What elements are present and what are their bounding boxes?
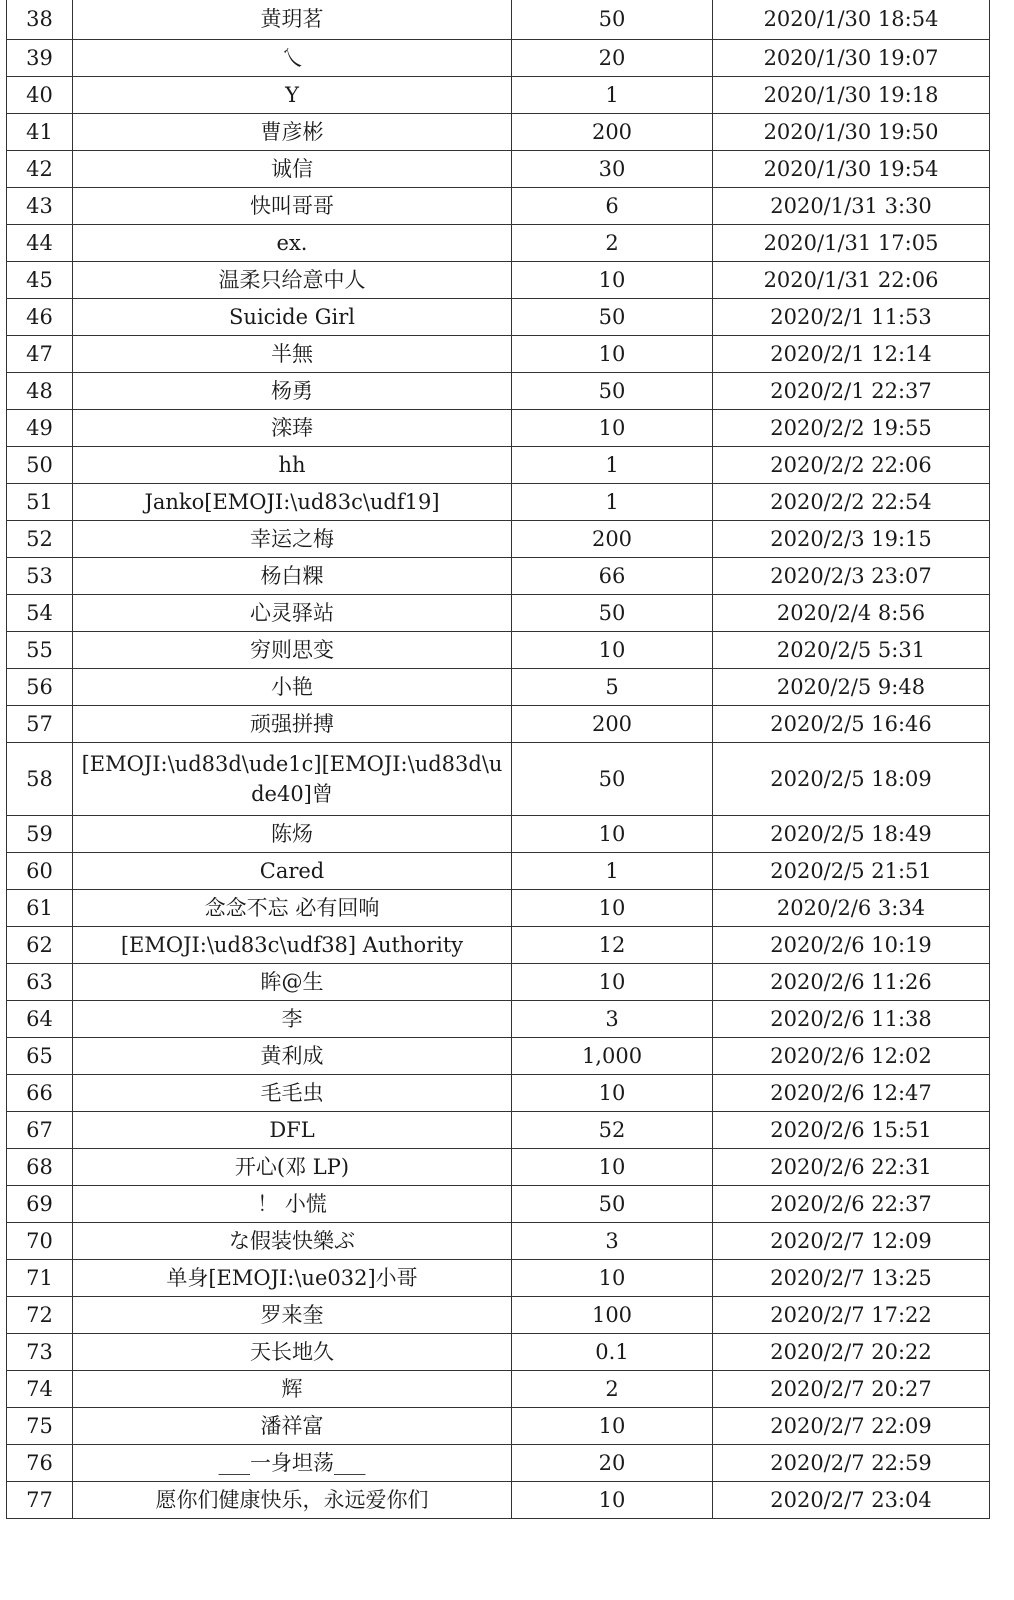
time-cell: 2020/2/7 22:59 [713, 1444, 990, 1481]
table-row [7, 0, 990, 39]
row-index-cell: 73 [7, 1333, 73, 1370]
table-row [7, 187, 990, 224]
time-cell: 2020/1/30 19:50 [713, 113, 990, 150]
donor-name-cell: 快叫哥哥 [73, 187, 512, 224]
table-row [7, 1074, 990, 1111]
donor-name-cell: 顽强拼搏 [73, 705, 512, 742]
donor-name-cell: 黄利成 [73, 1037, 512, 1074]
donor-name-cell: 滦琫 [73, 409, 512, 446]
row-index-cell: 58 [7, 742, 73, 815]
amount-cell: 30 [512, 150, 713, 187]
table-row [7, 594, 990, 631]
row-index-cell: 55 [7, 631, 73, 668]
amount-cell: 1 [512, 76, 713, 113]
time-cell: 2020/2/7 20:22 [713, 1333, 990, 1370]
amount-cell: 10 [512, 409, 713, 446]
time-cell: 2020/2/7 20:27 [713, 1370, 990, 1407]
table-row [7, 631, 990, 668]
row-index-cell: 48 [7, 372, 73, 409]
time-cell: 2020/1/31 22:06 [713, 261, 990, 298]
donor-name-cell: 乀 [73, 39, 512, 76]
row-index-cell: 44 [7, 224, 73, 261]
amount-cell: 200 [512, 113, 713, 150]
time-cell: 2020/2/6 15:51 [713, 1111, 990, 1148]
time-cell: 2020/2/5 18:49 [713, 815, 990, 852]
amount-cell: 10 [512, 1481, 713, 1518]
time-cell: 2020/2/6 12:47 [713, 1074, 990, 1111]
row-index-cell: 50 [7, 446, 73, 483]
row-index-cell: 70 [7, 1222, 73, 1259]
amount-cell: 10 [512, 815, 713, 852]
amount-cell: 2 [512, 1370, 713, 1407]
amount-cell: 1 [512, 852, 713, 889]
amount-cell: 50 [512, 742, 713, 815]
donor-name-cell: 穷则思变 [73, 631, 512, 668]
table-row [7, 409, 990, 446]
amount-cell: 66 [512, 557, 713, 594]
amount-cell: 10 [512, 1074, 713, 1111]
time-cell: 2020/2/5 9:48 [713, 668, 990, 705]
donor-name-cell: 念念不忘 必有回响 [73, 889, 512, 926]
row-index-cell: 75 [7, 1407, 73, 1444]
row-index-cell: 60 [7, 852, 73, 889]
table-row [7, 150, 990, 187]
donor-name-cell: 开心(邓 LP) [73, 1148, 512, 1185]
donor-name-cell: [EMOJI:\ud83c\udf38] Authority [73, 926, 512, 963]
row-index-cell: 51 [7, 483, 73, 520]
time-cell: 2020/2/3 23:07 [713, 557, 990, 594]
amount-cell: 20 [512, 1444, 713, 1481]
row-index-cell: 72 [7, 1296, 73, 1333]
table-row [7, 113, 990, 150]
amount-cell: 52 [512, 1111, 713, 1148]
table-row [7, 1333, 990, 1370]
row-index-cell: 76 [7, 1444, 73, 1481]
time-cell: 2020/2/7 17:22 [713, 1296, 990, 1333]
table-row [7, 1296, 990, 1333]
table-row [7, 742, 990, 815]
time-cell: 2020/2/7 23:04 [713, 1481, 990, 1518]
amount-cell: 200 [512, 705, 713, 742]
amount-cell: 10 [512, 1407, 713, 1444]
row-index-cell: 56 [7, 668, 73, 705]
donor-name-cell: 温柔只给意中人 [73, 261, 512, 298]
table-row [7, 1185, 990, 1222]
row-index-cell: 49 [7, 409, 73, 446]
table-row [7, 39, 990, 76]
row-index-cell: 42 [7, 150, 73, 187]
time-cell: 2020/2/5 5:31 [713, 631, 990, 668]
row-index-cell: 46 [7, 298, 73, 335]
donation-table [6, 0, 990, 1519]
time-cell: 2020/2/6 3:34 [713, 889, 990, 926]
row-index-cell: 69 [7, 1185, 73, 1222]
donor-name-cell: 诚信 [73, 150, 512, 187]
donor-name-cell: 陈炀 [73, 815, 512, 852]
time-cell: 2020/2/4 8:56 [713, 594, 990, 631]
time-cell: 2020/1/31 3:30 [713, 187, 990, 224]
row-index-cell: 43 [7, 187, 73, 224]
amount-cell: 1 [512, 446, 713, 483]
donor-name-cell: 小艳 [73, 668, 512, 705]
amount-cell: 50 [512, 298, 713, 335]
donor-name-cell: 李 [73, 1000, 512, 1037]
time-cell: 2020/2/1 11:53 [713, 298, 990, 335]
table-row [7, 889, 990, 926]
donor-name-cell: Cared [73, 852, 512, 889]
table-row [7, 815, 990, 852]
row-index-cell: 52 [7, 520, 73, 557]
table-row [7, 557, 990, 594]
donor-name-cell: 潘祥富 [73, 1407, 512, 1444]
row-index-cell: 71 [7, 1259, 73, 1296]
row-index-cell: 64 [7, 1000, 73, 1037]
table-row [7, 963, 990, 1000]
table-row [7, 1111, 990, 1148]
time-cell: 2020/2/7 13:25 [713, 1259, 990, 1296]
donor-name-cell: 曹彦彬 [73, 113, 512, 150]
donor-name-cell: hh [73, 446, 512, 483]
table-row [7, 298, 990, 335]
donor-name-cell: [EMOJI:\ud83d\ude1c][EMOJI:\ud83d\ude40]曾 [73, 742, 512, 815]
row-index-cell: 62 [7, 926, 73, 963]
time-cell: 2020/1/30 18:54 [713, 0, 990, 39]
amount-cell: 1 [512, 483, 713, 520]
table-row [7, 224, 990, 261]
time-cell: 2020/2/1 22:37 [713, 372, 990, 409]
donor-name-cell: 杨白粿 [73, 557, 512, 594]
donation-table-body [7, 0, 990, 1518]
amount-cell: 200 [512, 520, 713, 557]
time-cell: 2020/2/5 21:51 [713, 852, 990, 889]
row-index-cell: 65 [7, 1037, 73, 1074]
amount-cell: 10 [512, 963, 713, 1000]
table-row [7, 335, 990, 372]
table-row [7, 520, 990, 557]
time-cell: 2020/2/3 19:15 [713, 520, 990, 557]
time-cell: 2020/1/30 19:07 [713, 39, 990, 76]
donor-name-cell: 单身[EMOJI:\ue032]小哥 [73, 1259, 512, 1296]
donor-name-cell: Suicide Girl [73, 298, 512, 335]
time-cell: 2020/2/6 22:37 [713, 1185, 990, 1222]
donor-name-cell: ex. [73, 224, 512, 261]
donor-name-cell: な假装快樂ぶ [73, 1222, 512, 1259]
row-index-cell: 40 [7, 76, 73, 113]
table-row [7, 1148, 990, 1185]
amount-cell: 50 [512, 594, 713, 631]
donor-name-cell: 杨勇 [73, 372, 512, 409]
row-index-cell: 38 [7, 0, 73, 39]
amount-cell: 50 [512, 372, 713, 409]
row-index-cell: 74 [7, 1370, 73, 1407]
amount-cell: 6 [512, 187, 713, 224]
donor-name-cell: 眸@生 [73, 963, 512, 1000]
amount-cell: 3 [512, 1222, 713, 1259]
time-cell: 2020/2/2 22:06 [713, 446, 990, 483]
amount-cell: 1,000 [512, 1037, 713, 1074]
row-index-cell: 77 [7, 1481, 73, 1518]
table-row [7, 668, 990, 705]
row-index-cell: 68 [7, 1148, 73, 1185]
table-row [7, 1481, 990, 1518]
donor-name-cell: 罗来奎 [73, 1296, 512, 1333]
amount-cell: 0.1 [512, 1333, 713, 1370]
time-cell: 2020/2/6 22:31 [713, 1148, 990, 1185]
donor-name-cell: ___一身坦荡___ [73, 1444, 512, 1481]
donor-name-cell: ！ 小慌 [73, 1185, 512, 1222]
amount-cell: 20 [512, 39, 713, 76]
donor-name-cell: 毛毛虫 [73, 1074, 512, 1111]
row-index-cell: 59 [7, 815, 73, 852]
donor-name-cell: 半無 [73, 335, 512, 372]
row-index-cell: 45 [7, 261, 73, 298]
time-cell: 2020/1/30 19:18 [713, 76, 990, 113]
row-index-cell: 54 [7, 594, 73, 631]
row-index-cell: 61 [7, 889, 73, 926]
amount-cell: 2 [512, 224, 713, 261]
donor-name-cell: 心灵驿站 [73, 594, 512, 631]
donor-name-cell: 愿你们健康快乐，永远爱你们 [73, 1481, 512, 1518]
amount-cell: 10 [512, 631, 713, 668]
donor-name-cell: DFL [73, 1111, 512, 1148]
amount-cell: 10 [512, 261, 713, 298]
amount-cell: 50 [512, 1185, 713, 1222]
amount-cell: 10 [512, 1148, 713, 1185]
time-cell: 2020/2/6 10:19 [713, 926, 990, 963]
time-cell: 2020/2/6 11:26 [713, 963, 990, 1000]
row-index-cell: 66 [7, 1074, 73, 1111]
table-row [7, 926, 990, 963]
amount-cell: 5 [512, 668, 713, 705]
time-cell: 2020/1/30 19:54 [713, 150, 990, 187]
amount-cell: 10 [512, 889, 713, 926]
time-cell: 2020/2/2 22:54 [713, 483, 990, 520]
table-row [7, 372, 990, 409]
donor-name-cell: Janko[EMOJI:\ud83c\udf19] [73, 483, 512, 520]
table-row [7, 483, 990, 520]
time-cell: 2020/1/31 17:05 [713, 224, 990, 261]
row-index-cell: 63 [7, 963, 73, 1000]
time-cell: 2020/2/2 19:55 [713, 409, 990, 446]
amount-cell: 50 [512, 0, 713, 39]
row-index-cell: 67 [7, 1111, 73, 1148]
table-row [7, 1444, 990, 1481]
table-row [7, 852, 990, 889]
row-index-cell: 47 [7, 335, 73, 372]
row-index-cell: 57 [7, 705, 73, 742]
amount-cell: 10 [512, 1259, 713, 1296]
amount-cell: 100 [512, 1296, 713, 1333]
donor-name-cell: 黄玥茗 [73, 0, 512, 39]
table-row [7, 446, 990, 483]
row-index-cell: 39 [7, 39, 73, 76]
table-row [7, 1407, 990, 1444]
donor-name-cell: 辉 [73, 1370, 512, 1407]
time-cell: 2020/2/6 12:02 [713, 1037, 990, 1074]
amount-cell: 12 [512, 926, 713, 963]
table-row [7, 1259, 990, 1296]
table-row [7, 1222, 990, 1259]
table-row [7, 1370, 990, 1407]
row-index-cell: 41 [7, 113, 73, 150]
table-row [7, 1000, 990, 1037]
table-row [7, 705, 990, 742]
table-row [7, 76, 990, 113]
donor-name-cell: 天长地久 [73, 1333, 512, 1370]
time-cell: 2020/2/5 16:46 [713, 705, 990, 742]
time-cell: 2020/2/6 11:38 [713, 1000, 990, 1037]
time-cell: 2020/2/1 12:14 [713, 335, 990, 372]
time-cell: 2020/2/7 22:09 [713, 1407, 990, 1444]
table-row [7, 1037, 990, 1074]
row-index-cell: 53 [7, 557, 73, 594]
donor-name-cell: Y [73, 76, 512, 113]
time-cell: 2020/2/7 12:09 [713, 1222, 990, 1259]
amount-cell: 10 [512, 335, 713, 372]
time-cell: 2020/2/5 18:09 [713, 742, 990, 815]
donor-name-cell: 幸运之梅 [73, 520, 512, 557]
table-row [7, 261, 990, 298]
amount-cell: 3 [512, 1000, 713, 1037]
